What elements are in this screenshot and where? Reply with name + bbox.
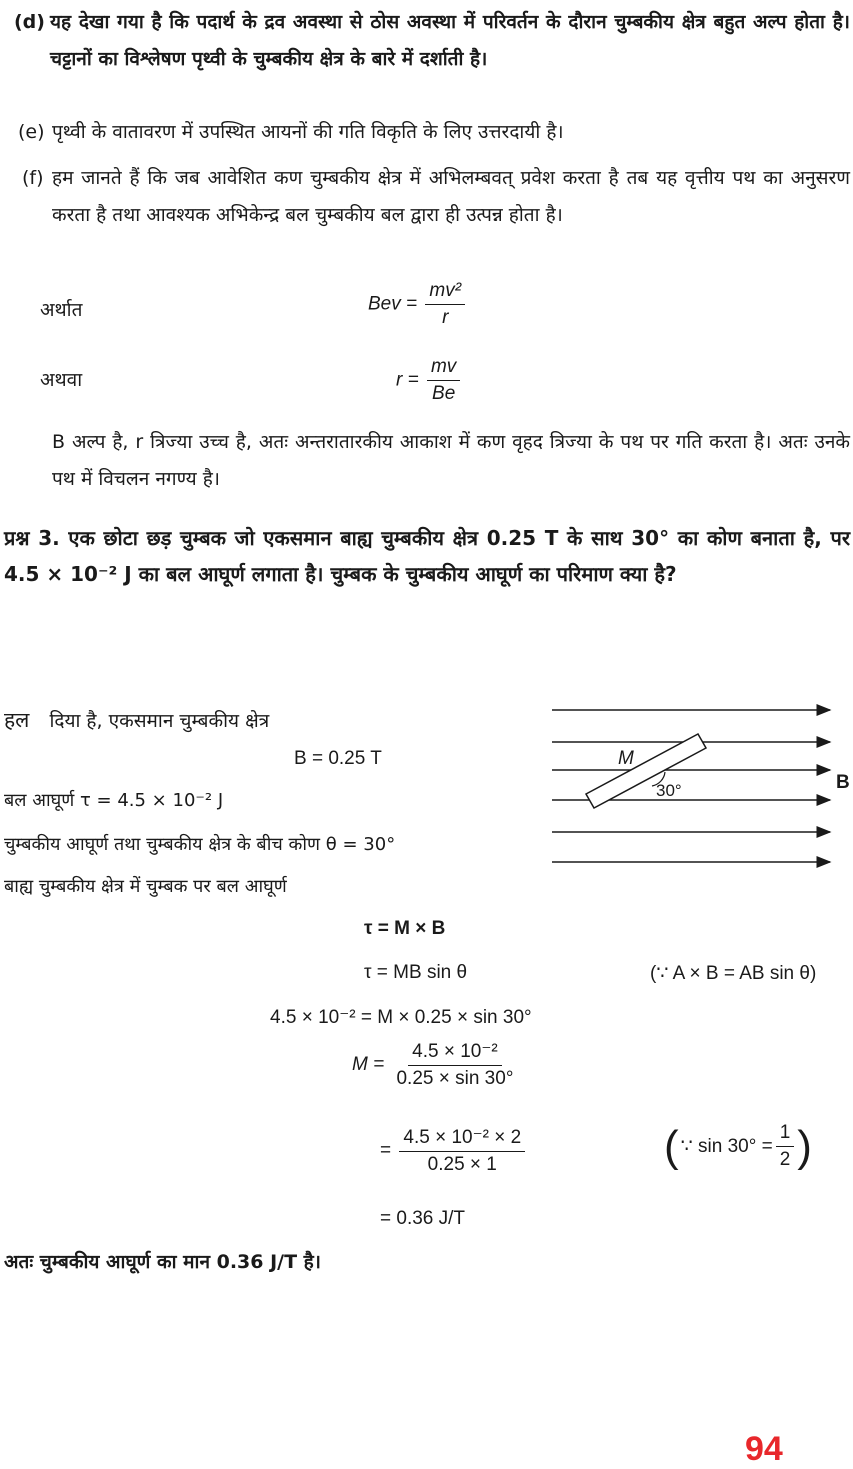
step-5-note-pre: ∵ sin 30° = bbox=[680, 1136, 773, 1157]
step-4-denominator: 0.25 × sin 30° bbox=[396, 1068, 514, 1089]
eq1-denominator: r bbox=[442, 307, 449, 328]
question-label: प्रश्न 3. bbox=[4, 526, 60, 550]
step-5-note bbox=[664, 1122, 812, 1171]
step-5-numerator: 4.5 × 10⁻² × 2 bbox=[399, 1126, 525, 1152]
item-f-conclusion: B अल्प है, r त्रिज्या उच्च है, अतः अन्तरातारकीय आकाश में कण वृहद त्रिज्या के पथ पर गति करता है। अतः उनके पथ में विचलन नगण्य है। bbox=[52, 431, 850, 490]
step-5-denominator: 0.25 × 1 bbox=[427, 1154, 497, 1175]
step-3: 4.5 × 10⁻² = M × 0.25 × sin 30° bbox=[270, 1007, 532, 1028]
eq2-lhs: r = bbox=[396, 369, 419, 391]
step-4 bbox=[352, 1040, 520, 1090]
magnet-label: M bbox=[618, 748, 634, 769]
question-text: एक छोटा छड़ चुम्बक जो एकसमान बाह्य चुम्बकीय क्षेत्र 0.25 T के साथ 30° का कोण बनाता है, पर 4.5 × 10⁻² J का बल आघूर्ण लगाता है। चुम्बक के चुम्बकीय आघूर्ण का परिमाण क्या है? bbox=[4, 526, 851, 586]
field-value: B = 0.25 T bbox=[294, 748, 382, 769]
eq2 bbox=[396, 356, 463, 405]
field-label: B bbox=[836, 772, 850, 793]
torque-given: बल आघूर्ण τ = 4.5 × 10⁻² J bbox=[4, 790, 224, 811]
step-5-eq: = bbox=[380, 1140, 392, 1162]
torque-intro: बाह्य चुम्बकीय क्षेत्र में चुम्बक पर बल आघूर्ण bbox=[4, 876, 287, 897]
solution-label: हल bbox=[4, 708, 30, 732]
right-paren: ) bbox=[797, 1121, 812, 1171]
eq1-lhs: Bev = bbox=[368, 293, 418, 315]
eq1-label: अर्थात bbox=[40, 299, 83, 321]
item-d bbox=[14, 4, 850, 78]
item-f-text: हम जानते हैं कि जब आवेशित कण चुम्बकीय क्षेत्र में अभिलम्बवत् प्रवेश करता है तब यह वृत्तीय पथ का अनुसरण करता है तथा आवश्यक अभिकेन्द्र बल चुम्बकीय बल द्वारा ही उत्पन्न होता है। bbox=[52, 167, 850, 226]
item-e-text: पृथ्वी के वातावरण में उपस्थित आयनों की गति विकृति के लिए उत्तरदायी है। bbox=[52, 121, 564, 143]
step-5 bbox=[380, 1126, 528, 1176]
item-f-marker: (f) bbox=[22, 167, 44, 189]
item-f bbox=[22, 160, 850, 234]
eq2-label: अथवा bbox=[40, 369, 83, 391]
given-text: दिया है, एकसमान चुम्बकीय क्षेत्र bbox=[49, 710, 270, 732]
item-d-text: यह देखा गया है कि पदार्थ के द्रव अवस्था से ठोस अवस्था में परिवर्तन के दौरान चुम्बकीय क्षेत्र बहुत अल्प होता है। चट्टानों का विश्लेषण पृथ्वी के चुम्बकीय क्षेत्र के बारे में दर्शाती है। bbox=[50, 11, 850, 70]
eq1 bbox=[368, 280, 468, 329]
angle-label: 30° bbox=[656, 781, 682, 800]
eq2-numerator: mv bbox=[427, 356, 460, 381]
question-3 bbox=[4, 520, 850, 592]
item-e-marker: (e) bbox=[18, 121, 45, 143]
magnet-field-diagram bbox=[540, 690, 853, 880]
eq2-denominator: Be bbox=[432, 383, 456, 404]
page-number: 94 bbox=[745, 1430, 783, 1468]
solution-given bbox=[4, 706, 269, 734]
step-4-lhs: M = bbox=[352, 1054, 385, 1076]
bar-magnet bbox=[586, 734, 706, 808]
item-d-marker: (d) bbox=[14, 11, 45, 33]
step-5-note-denominator: 2 bbox=[779, 1149, 791, 1170]
left-paren: ( bbox=[664, 1121, 679, 1171]
result: = 0.36 J/T bbox=[380, 1208, 466, 1229]
angle-given: चुम्बकीय आघूर्ण तथा चुम्बकीय क्षेत्र के बीच कोण θ = 30° bbox=[4, 834, 396, 855]
final-answer: अतः चुम्बकीय आघूर्ण का मान 0.36 J/T है। bbox=[4, 1251, 321, 1273]
step-2: τ = MB sin θ bbox=[364, 962, 468, 983]
item-e bbox=[18, 114, 850, 151]
step-5-note-numerator: 1 bbox=[776, 1122, 795, 1147]
step-4-numerator: 4.5 × 10⁻² bbox=[408, 1040, 502, 1066]
eq1-numerator: mv² bbox=[425, 280, 465, 305]
step-1: τ = M × B bbox=[364, 918, 446, 939]
step-2-note: (∵ A × B = AB sin θ) bbox=[650, 963, 817, 984]
